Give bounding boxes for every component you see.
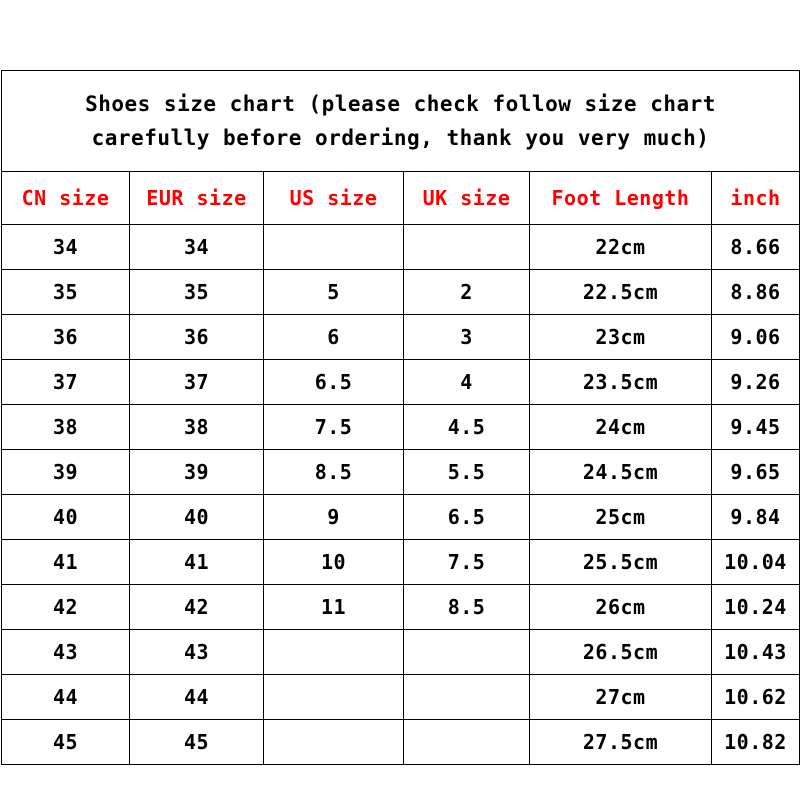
table-cell: 11 [264,585,404,630]
table-cell: 4.5 [404,405,530,450]
table-cell: 9.06 [712,315,800,360]
table-row [2,675,800,720]
table-cell: 10 [264,540,404,585]
table-cell: 22cm [530,225,712,270]
table-cell: 42 [2,585,130,630]
table-cell: 40 [130,495,264,540]
table-cell: 27.5cm [530,720,712,765]
column-header-inch: inch [712,172,800,225]
table-cell: 39 [2,450,130,495]
table-cell: 44 [2,675,130,720]
table-cell [404,225,530,270]
table-cell: 10.24 [712,585,800,630]
column-header-foot-length: Foot Length [530,172,712,225]
table-cell: 3 [404,315,530,360]
shoe-size-chart-table [1,70,800,765]
table-cell: 23.5cm [530,360,712,405]
table-cell: 45 [2,720,130,765]
table-row [2,495,800,540]
table-cell [404,675,530,720]
chart-title-line: carefully before ordering, thank you very much) [91,126,710,150]
table-cell: 27cm [530,675,712,720]
table-header-row [2,172,800,225]
chart-title-line: Shoes size chart (please check follow size chart [85,92,716,116]
table-cell: 25.5cm [530,540,712,585]
table-cell: 37 [2,360,130,405]
table-cell [264,720,404,765]
size-chart-container [0,70,800,765]
table-row [2,630,800,675]
table-cell: 37 [130,360,264,405]
table-cell: 6.5 [264,360,404,405]
table-cell: 34 [2,225,130,270]
table-cell: 6.5 [404,495,530,540]
chart-title [2,71,800,172]
table-cell: 25cm [530,495,712,540]
table-cell: 43 [2,630,130,675]
table-cell: 10.43 [712,630,800,675]
table-row [2,450,800,495]
table-cell: 5 [264,270,404,315]
table-cell: 36 [2,315,130,360]
table-cell: 2 [404,270,530,315]
table-cell: 8.66 [712,225,800,270]
table-cell: 26cm [530,585,712,630]
table-row [2,360,800,405]
table-cell: 44 [130,675,264,720]
table-row [2,225,800,270]
table-cell [264,225,404,270]
table-cell [404,630,530,675]
table-cell: 24cm [530,405,712,450]
table-cell: 9.84 [712,495,800,540]
table-cell: 9.65 [712,450,800,495]
table-cell [264,675,404,720]
column-header-cn-size: CN size [2,172,130,225]
table-row [2,585,800,630]
table-cell: 38 [130,405,264,450]
column-header-uk-size: UK size [404,172,530,225]
table-cell: 43 [130,630,264,675]
table-cell: 41 [2,540,130,585]
table-row [2,315,800,360]
table-cell: 10.04 [712,540,800,585]
table-cell: 7.5 [404,540,530,585]
chart-title-row [2,71,800,172]
table-row [2,720,800,765]
column-header-eur-size: EUR size [130,172,264,225]
table-cell: 42 [130,585,264,630]
table-cell: 7.5 [264,405,404,450]
table-cell: 36 [130,315,264,360]
table-cell [404,720,530,765]
table-cell: 45 [130,720,264,765]
table-cell: 8.86 [712,270,800,315]
table-cell: 10.82 [712,720,800,765]
table-cell: 24.5cm [530,450,712,495]
table-cell: 9 [264,495,404,540]
table-cell: 22.5cm [530,270,712,315]
table-row [2,405,800,450]
table-cell: 41 [130,540,264,585]
table-cell: 40 [2,495,130,540]
table-row [2,540,800,585]
table-cell: 35 [2,270,130,315]
table-cell: 34 [130,225,264,270]
table-cell: 5.5 [404,450,530,495]
table-cell: 38 [2,405,130,450]
table-cell: 10.62 [712,675,800,720]
table-cell: 39 [130,450,264,495]
table-cell [264,630,404,675]
column-header-us-size: US size [264,172,404,225]
table-cell: 6 [264,315,404,360]
table-cell: 9.26 [712,360,800,405]
table-cell: 23cm [530,315,712,360]
table-cell: 9.45 [712,405,800,450]
table-cell: 35 [130,270,264,315]
table-cell: 8.5 [264,450,404,495]
table-cell: 4 [404,360,530,405]
table-row [2,270,800,315]
table-cell: 8.5 [404,585,530,630]
table-cell: 26.5cm [530,630,712,675]
